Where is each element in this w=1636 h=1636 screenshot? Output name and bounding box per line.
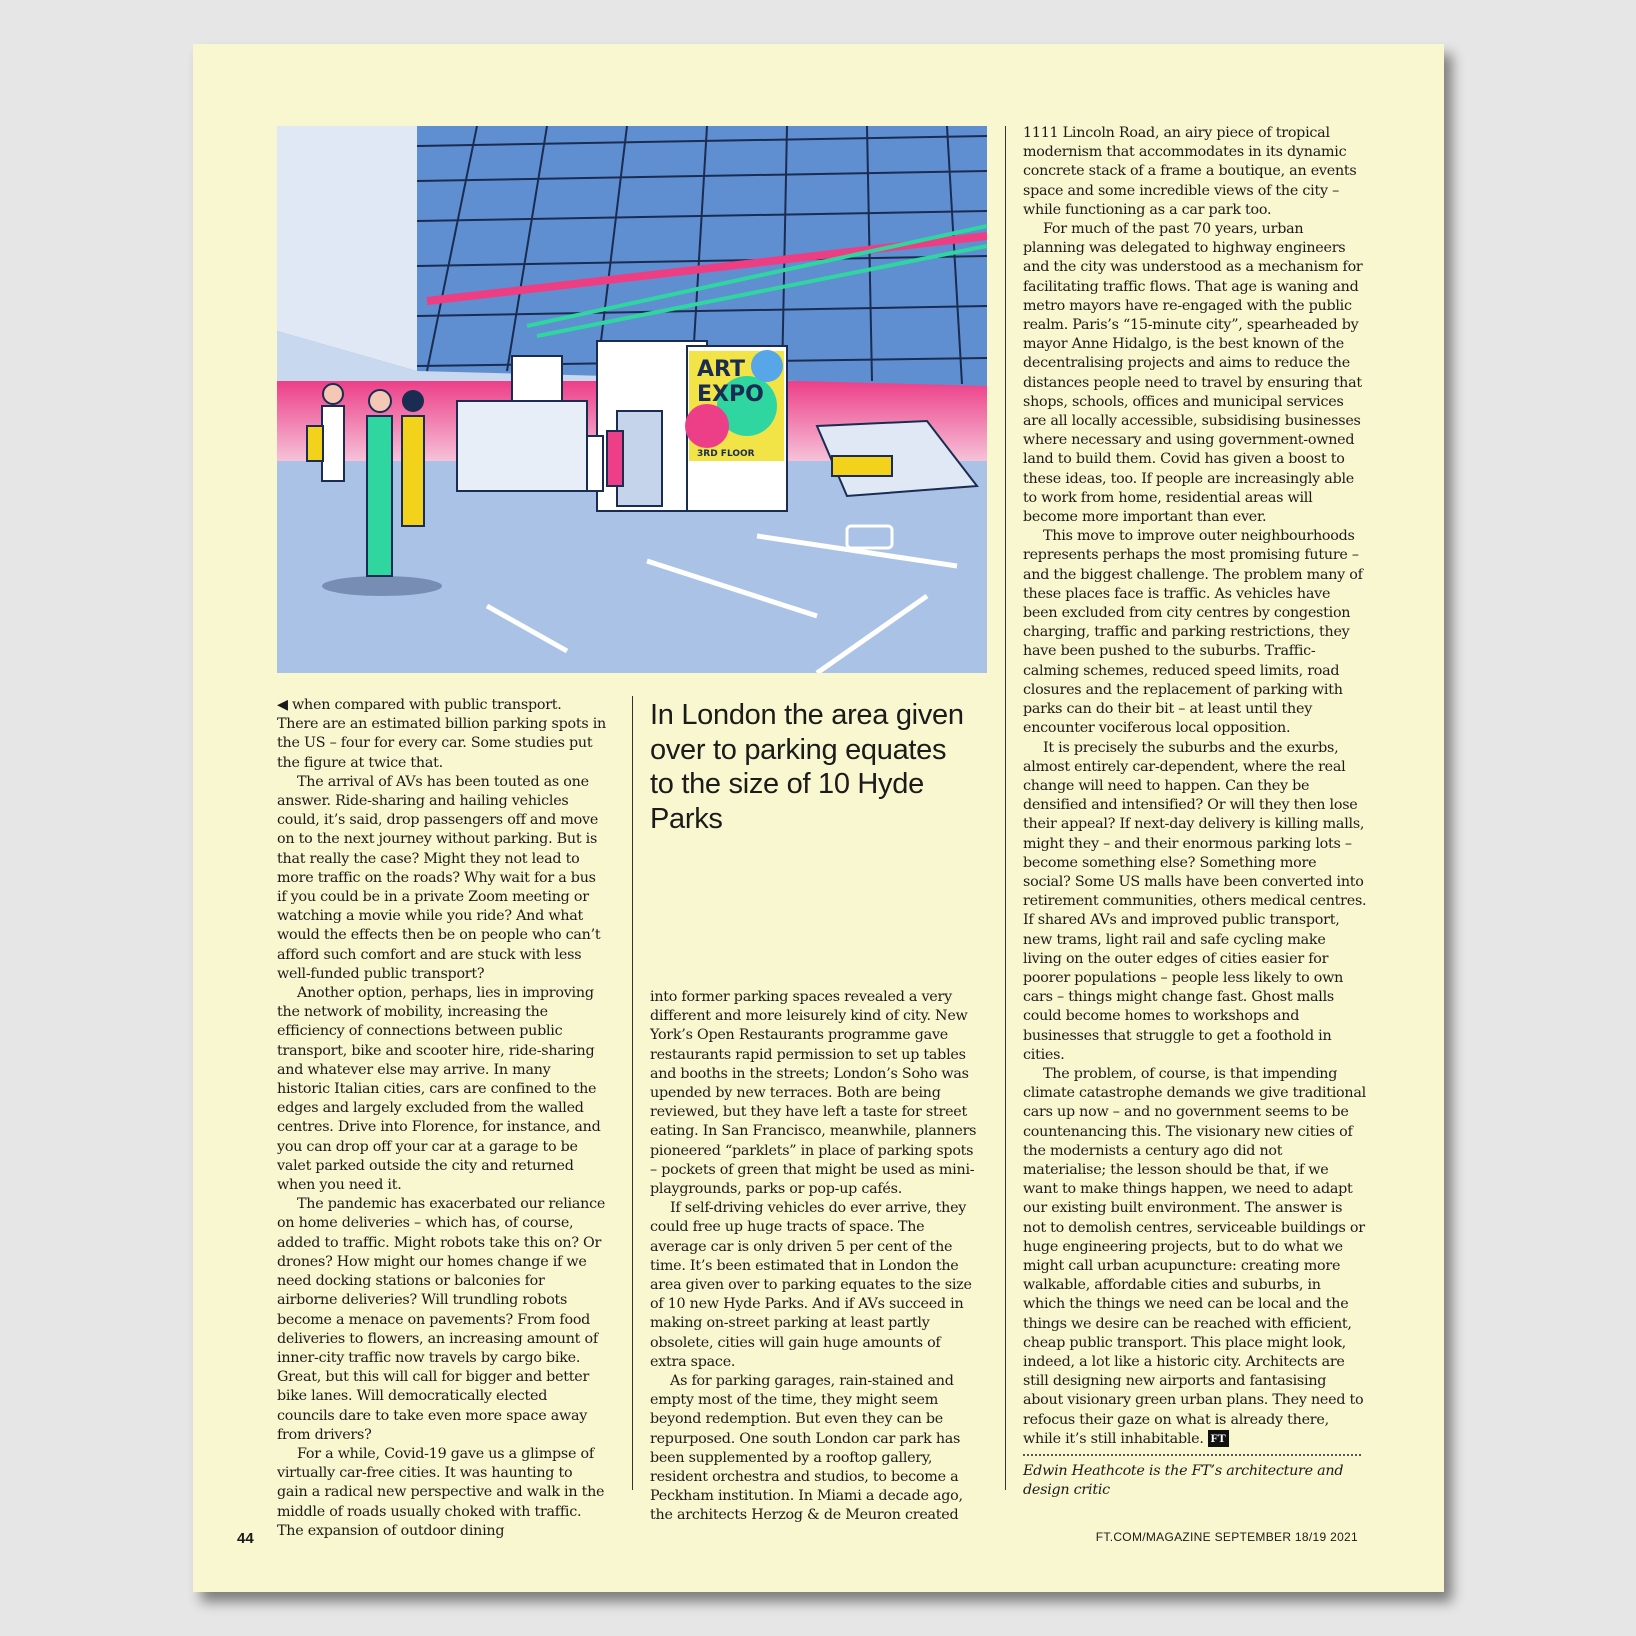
paragraph-final-text: The problem, of course, is that impending climate catastrophe demands we give traditional cars up now – and no government seems to be countenancing this. The visionary new cities of the modernists a century ago did not materialise; the lesson should be that, if we want to make things happen, we need to adapt our existing built environment. The answer is not to demolish centres, serviceable buildings or huge engineering projects, but to do what we might call urban acupuncture: creating more walkable, affordable cities and suburbs, in which the things we need can be local and the things we desire can be reached with efficient, cheap public transport. This place might look, indeed, a lot like a historic city. Architects are still designing new airports and fantasising about visionary green urban plans. They need to refocus their gaze on what is already there, while it’s still inhabitable.	[1023, 1065, 1366, 1447]
art-expo-line2: EXPO	[697, 382, 764, 407]
paragraph: For a while, Covid-19 gave us a glimpse of virtually car-free cities. It was haunting to gain a radical new perspective and walk in the middle of roads usually choked with traffic. The expansion of outdoor dining	[277, 1445, 605, 1539]
article-column-1	[277, 696, 607, 1541]
paragraph: As for parking garages, rain-stained and empty most of the time, they might seem beyond redemption. But even they can be repurposed. One south London car park has been supplemented by a rooftop gallery, resident orchestra and studios, to become a Peckham institution. In Miami a decade ago, the architects Herzog & de Meuron created	[650, 1373, 963, 1524]
paragraph: 1111 Lincoln Road, an airy piece of tropical modernism that accommodates in its dynamic concrete stack of a frame a boutique, an events space and some incredible views of the city – while functioning as a car park too.	[1023, 125, 1357, 218]
ft-end-mark: FT	[1208, 1430, 1229, 1447]
paragraph-final	[1023, 1065, 1367, 1449]
booth	[457, 401, 587, 491]
floor-label: 3RD FLOOR	[697, 449, 755, 459]
magazine-page	[193, 44, 1444, 1592]
parking-garage-illustration	[277, 126, 987, 673]
paragraph: ◀ when compared with public transport. There are an estimated billion parking spots in the US – four for every car. Some studies put the figure at twice that.	[277, 697, 606, 771]
article-column-2	[650, 988, 980, 1526]
paragraph: If self-driving vehicles do ever arrive, they could free up huge tracts of space. The average car is only driven 5 per cent of the time. It’s been estimated that in London the area given over to parking equates to the size of 10 new Hyde Parks. And if AVs succeed in making on-street parking at least partly obsolete, cities will gain huge amounts of extra space.	[650, 1200, 972, 1370]
illustration-svg	[277, 126, 987, 673]
paragraph: The arrival of AVs has been touted as one answer. Ride-sharing and hailing vehicles could, it’s said, drop passengers off and move on to the next journey without parking. But is that really the case? Might they not lead to more traffic on the roads? Why wait for a bus if you could be in a private Zoom meeting or watching a movie while you ride? And what would the effects then be on people who can’t afford such comfort and are stuck with less well-funded public transport?	[277, 773, 601, 982]
author-byline: Edwin Heathcote is the FT’s architecture and design critic	[1023, 1463, 1344, 1499]
footer-publication: FT.COM/MAGAZINE SEPTEMBER 18/19 2021	[1095, 1530, 1358, 1544]
paragraph: The pandemic has exacerbated our reliance on home deliveries – which has, of course, added to traffic. Might robots take this on? Or drones? How might our homes change if we need docking stations or balconies for airborne deliveries? Will trundling robots become a menace on pavements? From food deliveries to flowers, an increasing amount of inner-city traffic now travels by cargo bike. Great, but this will call for bigger and better bike lanes. Will democratically elected councils dare to take even more space away from drivers?	[277, 1196, 606, 1443]
paragraph: For much of the past 70 years, urban planning was delegated to highway engineers and the city was understood as a mechanism for facilitating traffic flows. That age is waning and metro mayors have re-engaged with the public realm. Paris’s “15-minute city”, spearheaded by mayor Anne Hidalgo, is the best known of the decentralising projects and aims to reduce the distances people need to travel by ensuring that shops, schools, offices and municipal services are all locally accessible, subsidising businesses where necessary and using government-owned land to build them. Covid has given a boost to these ideas, too. If people are increasingly able to work from home, residential areas will become more important than ever.	[1023, 221, 1363, 526]
art-expo-line1: ART	[697, 357, 745, 382]
article-column-3	[1023, 124, 1367, 1449]
paragraph: Another option, perhaps, lies in improving the network of mobility, increasing the efficiency of connections between public transport, bike and scooter hire, ride-sharing and whatever else may arrive. In many historic Italian cities, cars are confined to the edges and largely excluded from the walled centres. Drive into Florence, for instance, and you can drop off your car at a garage to be valet parked outside the city and returned when you need it.	[277, 985, 601, 1194]
dotted-divider	[1023, 1454, 1361, 1456]
column-rule-2	[1005, 126, 1006, 1490]
column-rule-1	[632, 696, 633, 1490]
pull-quote: In London the area given over to parking equates to the size of 10 Hyde Parks	[650, 699, 964, 835]
hazard-barrier	[832, 456, 892, 476]
paragraph: into former parking spaces revealed a very different and more leisurely kind of city. New York’s Open Restaurants programme gave restaurants rapid permission to set up tables and booths in the streets; London’s Soho was upended by new terraces. Both are being reviewed, but they have left a taste for street eating. In San Francisco, meanwhile, planners pioneered “parklets” in place of parking spots – pockets of green that might be used as mini-playgrounds, parks or pop-up cafés.	[650, 989, 977, 1198]
paragraph: This move to improve outer neighbourhoods represents perhaps the most promising future – and the biggest challenge. The problem many of these places face is traffic. As vehicles have been excluded from city centres by congestion charging, traffic and parking restrictions, they have been pushed to the suburbs. Traffic-calming schemes, reduced speed limits, road closures and the replacement of parking with parks can do their bit – at least until they encounter vociferous local opposition.	[1023, 528, 1363, 737]
paragraph: It is precisely the suburbs and the exurbs, almost entirely car-dependent, where the real change will need to happen. Can they be densified and intensified? Or will they then lose their appeal? If next-day delivery is killing malls, might they – and their enormous parking lots – become something else? Something more social? Some US malls have been converted into retirement communities, others medical centres. If shared AVs and improved public transport, new trams, light rail and safe cycling make living on the outer edges of cities easier for poorer populations – people less likely to own cars – things might change fast. Ghost malls could become homes to workshops and businesses that struggle to get a foothold in cities.	[1023, 739, 1367, 1063]
page-number: 44	[237, 1530, 254, 1547]
